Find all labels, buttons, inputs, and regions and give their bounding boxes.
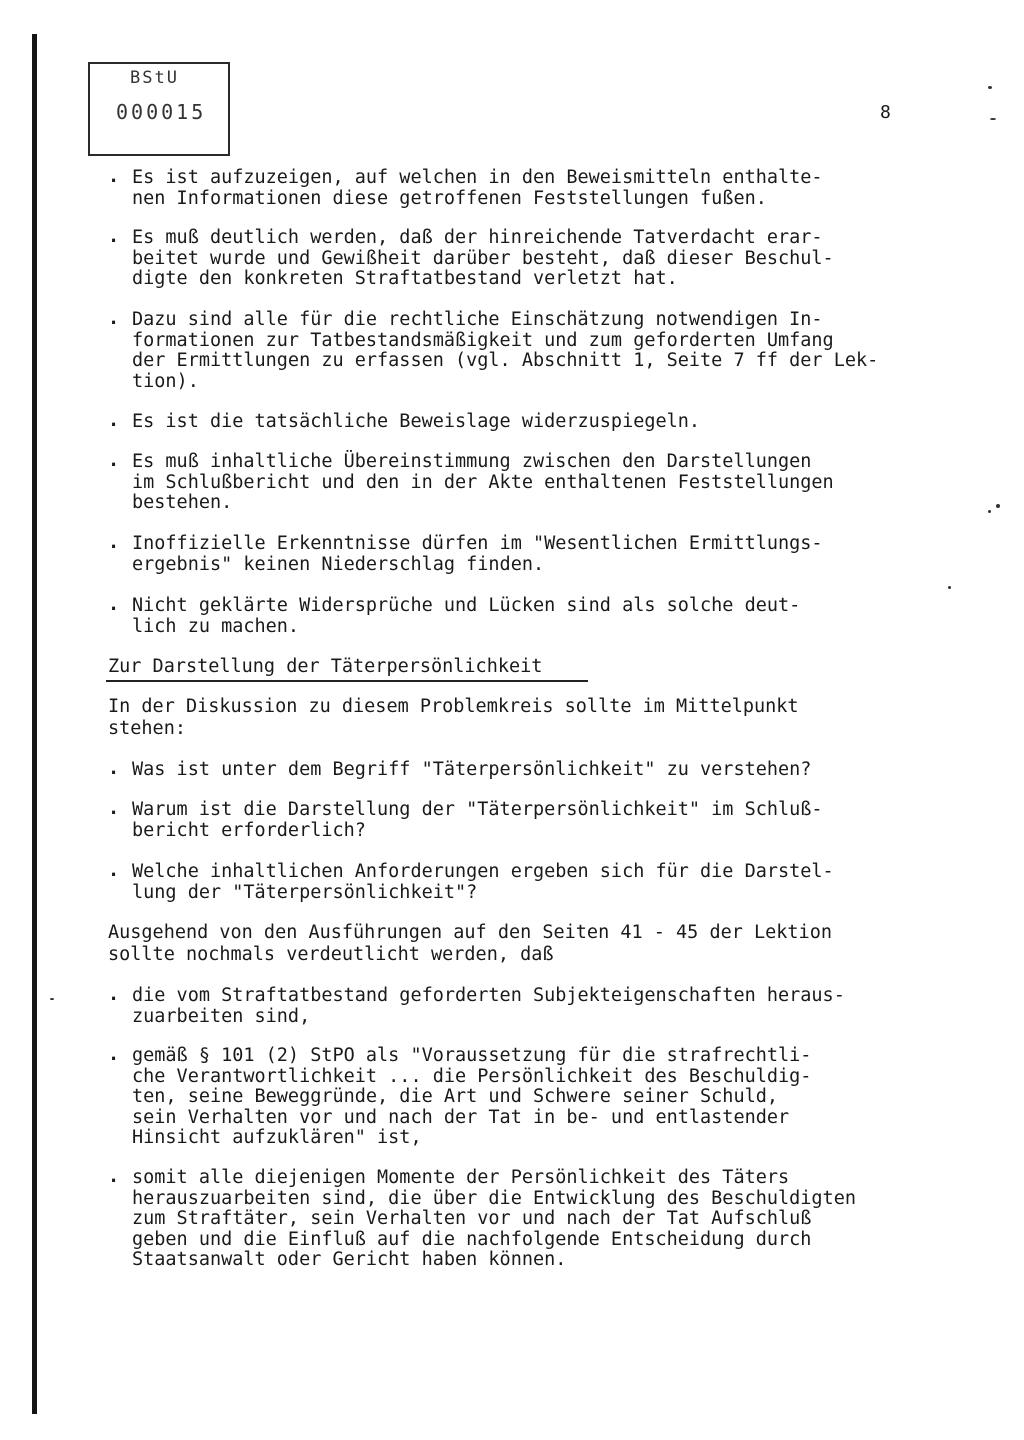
section-heading: Zur Darstellung der Täterpersönlichkeit [108, 656, 543, 677]
bullet-icon: . [108, 532, 120, 553]
bullet-text: Es muß deutlich werden, daß der hinreichende Tatverdacht erar- beitet wurde und Gewißheit darüber besteht, daß dieser Beschul- digte den konkreten Straftatbestand verletzt hat. [132, 227, 834, 289]
intro-paragraph: In der Diskussion zu diesem Problemkreis sollte im Mittelpunkt stehen: [108, 696, 799, 739]
bullet-item [108, 1044, 928, 1148]
bullet-icon: . [108, 798, 120, 819]
binding-edge [32, 34, 37, 1414]
bullet-icon: . [108, 308, 120, 329]
stamp-agency: BStU [130, 68, 179, 88]
bullet-icon: . [108, 410, 120, 431]
page-number: 8 [880, 102, 891, 123]
bullet-text: die vom Straftatbestand geforderten Subjekteigenschaften heraus- zuarbeiten sind, [132, 985, 845, 1027]
bullet-icon: . [108, 594, 120, 615]
archive-stamp [88, 62, 230, 156]
bullet-item [108, 1166, 928, 1270]
scan-speck [990, 118, 996, 120]
stamp-number: 000015 [116, 100, 207, 124]
bullet-icon: . [108, 758, 120, 779]
transition-paragraph: Ausgehend von den Ausführungen auf den Seiten 41 - 45 der Lektion sollte nochmals verdeutlicht werden, daß [108, 922, 832, 965]
bullet-icon: . [108, 166, 120, 187]
heading-underline [106, 680, 588, 682]
bullet-icon: . [108, 1044, 120, 1065]
question-text: Was ist unter dem Begriff "Täterpersönlichkeit" zu verstehen? [132, 759, 812, 780]
bullet-text: somit alle diejenigen Momente der Persönlichkeit des Täters herauszuarbeiten sind, die über die Entwicklung des Beschuldigten zum Straftäter, sein Verhalten vor und nach der Tat Aufschluß geben und die Einfluß auf die nachfolgende Entscheidung durch Staatsanwalt oder Gericht haben können. [132, 1167, 856, 1270]
bullet-item [108, 452, 928, 534]
bullet-text: Inoffizielle Erkenntnisse dürfen im "Wesentlichen Ermittlungs- ergebnis" keinen Niederschlag finden. [132, 533, 823, 575]
scan-speck [50, 998, 54, 1000]
scan-speck [948, 586, 951, 589]
question-text: Welche inhaltlichen Anforderungen ergeben sich für die Darstel- lung der "Täterpersönlichkeit"? [132, 861, 834, 903]
scan-speck [996, 504, 1000, 508]
bullet-text: Es ist aufzuzeigen, auf welchen in den Beweismitteln enthalte- nen Informationen diese getroffenen Feststellungen fußen. [132, 167, 823, 209]
bullet-text: Es muß inhaltliche Übereinstimmung zwischen den Darstellungen im Schlußbericht und den in der Akte enthaltenen Feststellungen bestehen. [132, 451, 834, 513]
bullet-item [108, 228, 928, 310]
scan-speck [988, 86, 992, 89]
scan-speck [988, 510, 991, 513]
bullet-item [108, 310, 928, 392]
bullet-text: Nicht geklärte Widersprüche und Lücken sind als solche deut- lich zu machen. [132, 595, 801, 637]
bullet-icon: . [108, 860, 120, 881]
bullet-text: Dazu sind alle für die rechtliche Einschätzung notwendigen In- formationen zur Tatbestandsmäßigkeit und zum geforderten Umfang der Ermittlungen zu erfassen (vgl. Abschnitt 1, Seite 7 ff der Lek- tion). [132, 309, 879, 392]
bullet-text: Es ist die tatsächliche Beweislage widerzuspiegeln. [132, 411, 701, 432]
bullet-icon: . [108, 226, 120, 247]
bullet-icon: . [108, 1166, 120, 1187]
bullet-icon: . [108, 450, 120, 471]
bullet-text: gemäß § 101 (2) StPO als "Voraussetzung für die strafrechtli- che Verantwortlichkeit ... die Persönlichkeit des Beschuldig- ten, seine Beweggründe, die Art und Schwere seiner Schuld, sein Verhalten vor und nach der Tat in be- und entlastender Hinsicht aufzuklären" ist, [132, 1045, 812, 1148]
bullet-icon: . [108, 984, 120, 1005]
question-text: Warum ist die Darstellung der "Täterpersönlichkeit" im Schluß- bericht erforderlich? [132, 799, 823, 841]
